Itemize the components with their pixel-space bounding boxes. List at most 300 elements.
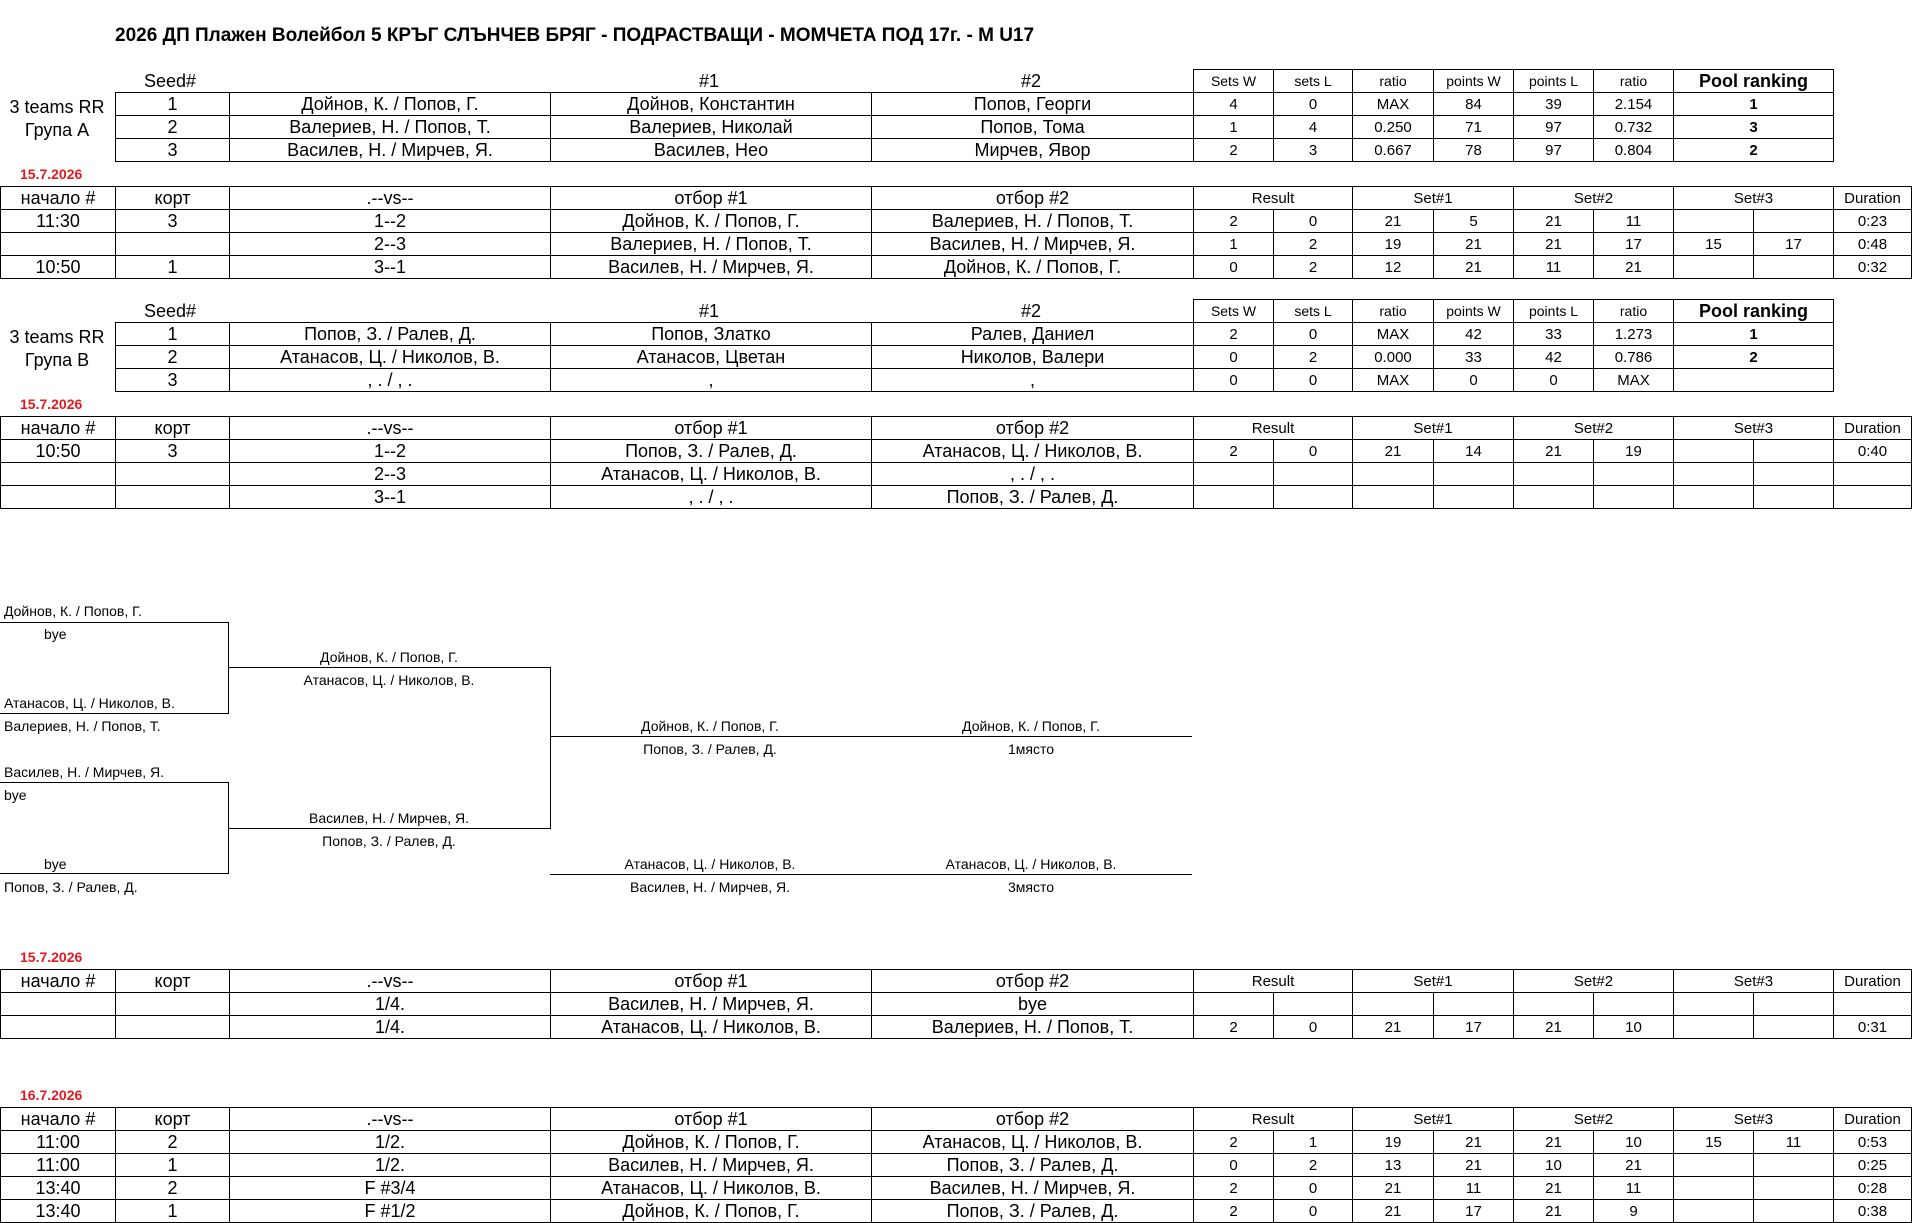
set1-score2: 21	[1433, 1130, 1514, 1154]
stat-header: Sets W	[1193, 69, 1274, 93]
sets-lost: 4	[1273, 115, 1353, 139]
set2-score2: 9	[1593, 1199, 1674, 1223]
team1-name: Попов, З. / Ралев, Д.	[550, 439, 872, 463]
sets-lost: 2	[1273, 345, 1353, 369]
set3-score1	[1673, 209, 1754, 233]
sets-ratio: MAX	[1352, 92, 1434, 116]
set2-score1: 21	[1513, 439, 1594, 463]
start-time: 11:00	[0, 1153, 116, 1177]
set2-score1: 21	[1513, 209, 1594, 233]
points-ratio: 0.786	[1593, 345, 1674, 369]
match-duration: 0:25	[1833, 1153, 1912, 1177]
set1-score2: 17	[1433, 1015, 1514, 1039]
bracket-line	[550, 874, 1192, 875]
set2-header: Set#2	[1513, 186, 1674, 210]
seed-number: 2	[115, 115, 230, 139]
set2-header: Set#2	[1513, 969, 1674, 993]
set2-score1: 21	[1513, 1015, 1594, 1039]
group-name-label: Група A	[24, 120, 90, 140]
bracket-bye: bye	[44, 856, 67, 872]
pool-rank: 2	[1673, 138, 1834, 162]
court-number: 2	[115, 1176, 230, 1200]
result-sets2	[1273, 485, 1353, 509]
seed-number: 3	[115, 138, 230, 162]
sets-won: 2	[1193, 138, 1274, 162]
set1-score1: 21	[1352, 1176, 1434, 1200]
stat-header: points L	[1513, 299, 1594, 323]
set2-score1: 21	[1513, 1199, 1594, 1223]
set3-score1	[1673, 1015, 1754, 1039]
points-lost: 97	[1513, 115, 1594, 139]
set2-score2: 10	[1593, 1015, 1674, 1039]
sets-lost: 0	[1273, 322, 1353, 346]
team2-name: Попов, З. / Ралев, Д.	[871, 1153, 1194, 1177]
set2-score1: 11	[1513, 255, 1594, 279]
bracket-team: Дойнов, К. / Попов, Г.	[320, 649, 458, 665]
set3-score1: 15	[1673, 232, 1754, 256]
start-time	[0, 1015, 116, 1039]
vs-header: .--vs--	[229, 1107, 551, 1131]
court-header: корт	[115, 416, 230, 440]
match-pairing: 2--3	[229, 232, 551, 256]
duration-header: Duration	[1833, 1107, 1912, 1131]
match-duration: 0:23	[1833, 209, 1912, 233]
set3-score2	[1753, 209, 1834, 233]
match-pairing: F #1/2	[229, 1199, 551, 1223]
points-ratio: MAX	[1593, 368, 1674, 392]
bracket-team: Попов, З. / Ралев, Д.	[4, 879, 138, 895]
pool-rank: 1	[1673, 322, 1834, 346]
team1-header: отбор #1	[550, 186, 872, 210]
set1-score1	[1352, 485, 1434, 509]
set3-score2	[1753, 1176, 1834, 1200]
bracket-bye: bye	[4, 787, 27, 803]
sets-won: 0	[1193, 368, 1274, 392]
points-lost: 97	[1513, 138, 1594, 162]
sets-ratio: 0.250	[1352, 115, 1434, 139]
team-name: Атанасов, Ц. / Николов, В.	[229, 345, 551, 369]
set3-score1	[1673, 1199, 1754, 1223]
court-number: 3	[115, 439, 230, 463]
set1-score2: 5	[1433, 209, 1514, 233]
page-title: 2026 ДП Плажен Волейбол 5 КРЪГ СЛЪНЧЕВ БРЯГ - ПОДРАСТВАЩИ - МОМЧЕТА ПОД 17г. - M U17	[115, 25, 1035, 46]
team1-name: , . / , .	[550, 485, 872, 509]
stat-header: ratio	[1352, 299, 1434, 323]
set2-score2	[1593, 462, 1674, 486]
start-header: начало #	[0, 416, 116, 440]
set3-header: Set#3	[1673, 969, 1834, 993]
set2-score1: 21	[1513, 1176, 1594, 1200]
set3-header: Set#3	[1673, 416, 1834, 440]
player2-name: ,	[871, 368, 1194, 392]
first-place-label: 1място	[1007, 741, 1055, 757]
sets-lost: 0	[1273, 368, 1353, 392]
team2-header: отбор #2	[871, 186, 1194, 210]
set2-header: Set#2	[1513, 1107, 1674, 1131]
player2-name: Попов, Тома	[871, 115, 1194, 139]
set1-score2: 21	[1433, 255, 1514, 279]
bracket-team: Дойнов, К. / Попов, Г.	[4, 603, 142, 619]
match-pairing: 1/4.	[229, 992, 551, 1016]
set1-score2	[1433, 462, 1514, 486]
match-duration: 0:40	[1833, 439, 1912, 463]
group-format-label: 3 teams RR	[9, 97, 105, 117]
team-name: Валериев, Н. / Попов, Т.	[229, 115, 551, 139]
stat-header: ratio	[1593, 69, 1674, 93]
bracket-line	[0, 873, 229, 874]
set1-score1: 21	[1352, 1199, 1434, 1223]
bracket-team: Атанасов, Ц. / Николов, В.	[303, 672, 475, 688]
player2-header: #2	[1020, 71, 1042, 91]
set3-score2	[1753, 439, 1834, 463]
set2-score2: 10	[1593, 1130, 1674, 1154]
stat-header: points W	[1433, 299, 1514, 323]
points-lost: 42	[1513, 345, 1594, 369]
set1-score2: 21	[1433, 1153, 1514, 1177]
stat-header: ratio	[1352, 69, 1434, 93]
set3-score2	[1753, 255, 1834, 279]
set1-score2: 17	[1433, 1199, 1514, 1223]
player1-name: ,	[550, 368, 872, 392]
player1-header: #1	[698, 71, 720, 91]
points-ratio: 1.273	[1593, 322, 1674, 346]
set2-score1	[1513, 992, 1594, 1016]
result-header: Result	[1193, 969, 1353, 993]
sets-won: 2	[1193, 322, 1274, 346]
team1-name: Атанасов, Ц. / Николов, В.	[550, 462, 872, 486]
sets-won: 1	[1193, 115, 1274, 139]
match-date: 16.7.2026	[20, 1087, 83, 1103]
team-name: , . / , .	[229, 368, 551, 392]
match-duration	[1833, 485, 1912, 509]
final-team: Дойнов, К. / Попов, Г.	[641, 718, 779, 734]
champion-team: Дойнов, К. / Попов, Г.	[962, 718, 1100, 734]
set1-score1: 13	[1352, 1153, 1434, 1177]
set1-header: Set#1	[1352, 186, 1514, 210]
seed-header: Seed#	[143, 301, 197, 321]
sets-ratio: 0.667	[1352, 138, 1434, 162]
match-duration: 0:53	[1833, 1130, 1912, 1154]
points-lost: 0	[1513, 368, 1594, 392]
pool-rank: 2	[1673, 345, 1834, 369]
pool-ranking-header: Pool ranking	[1673, 299, 1834, 323]
sets-ratio: MAX	[1352, 322, 1434, 346]
court-number	[115, 232, 230, 256]
seed-number: 3	[115, 368, 230, 392]
bracket-line	[0, 713, 229, 714]
team2-name: Попов, З. / Ралев, Д.	[871, 1199, 1194, 1223]
points-won: 0	[1433, 368, 1514, 392]
sets-won: 0	[1193, 345, 1274, 369]
result-sets1	[1193, 485, 1274, 509]
result-sets1: 2	[1193, 1199, 1274, 1223]
match-duration	[1833, 992, 1912, 1016]
player1-header: #1	[698, 301, 720, 321]
match-duration: 0:31	[1833, 1015, 1912, 1039]
result-sets2: 2	[1273, 1153, 1353, 1177]
player2-name: Николов, Валери	[871, 345, 1194, 369]
match-duration: 0:32	[1833, 255, 1912, 279]
team2-name: Атанасов, Ц. / Николов, В.	[871, 439, 1194, 463]
result-sets1: 0	[1193, 1153, 1274, 1177]
set3-score2	[1753, 462, 1834, 486]
team1-name: Дойнов, К. / Попов, Г.	[550, 209, 872, 233]
result-sets2	[1273, 992, 1353, 1016]
court-number: 1	[115, 1199, 230, 1223]
stat-header: Sets W	[1193, 299, 1274, 323]
vs-header: .--vs--	[229, 969, 551, 993]
team-name: Попов, З. / Ралев, Д.	[229, 322, 551, 346]
duration-header: Duration	[1833, 416, 1912, 440]
set2-score2: 21	[1593, 255, 1674, 279]
set1-header: Set#1	[1352, 1107, 1514, 1131]
match-date: 15.7.2026	[20, 396, 83, 412]
set3-score1	[1673, 485, 1754, 509]
team-name: Василев, Н. / Мирчев, Я.	[229, 138, 551, 162]
stat-header: sets L	[1273, 69, 1353, 93]
set3-header: Set#3	[1673, 186, 1834, 210]
points-won: 78	[1433, 138, 1514, 162]
sets-ratio: 0.000	[1352, 345, 1434, 369]
team2-header: отбор #2	[871, 969, 1194, 993]
seed-number: 2	[115, 345, 230, 369]
points-ratio: 2.154	[1593, 92, 1674, 116]
set1-score2: 14	[1433, 439, 1514, 463]
set2-header: Set#2	[1513, 416, 1674, 440]
result-sets2: 2	[1273, 255, 1353, 279]
pool-rank: 1	[1673, 92, 1834, 116]
set3-score1	[1673, 462, 1754, 486]
set3-score1	[1673, 439, 1754, 463]
court-header: корт	[115, 186, 230, 210]
bracket-line	[228, 622, 229, 714]
result-sets1: 1	[1193, 232, 1274, 256]
match-pairing: 1--2	[229, 209, 551, 233]
match-duration	[1833, 462, 1912, 486]
set3-score1: 15	[1673, 1130, 1754, 1154]
match-duration: 0:38	[1833, 1199, 1912, 1223]
result-sets2: 0	[1273, 439, 1353, 463]
team2-name: Валериев, Н. / Попов, Т.	[871, 209, 1194, 233]
team2-name: Дойнов, К. / Попов, Г.	[871, 255, 1194, 279]
set1-score1	[1352, 992, 1434, 1016]
set1-score1: 21	[1352, 209, 1434, 233]
team1-name: Василев, Н. / Мирчев, Я.	[550, 1153, 872, 1177]
match-pairing: 1/2.	[229, 1153, 551, 1177]
seed-number: 1	[115, 322, 230, 346]
set2-score2	[1593, 992, 1674, 1016]
team1-header: отбор #1	[550, 416, 872, 440]
set1-score1: 12	[1352, 255, 1434, 279]
court-number	[115, 485, 230, 509]
seed-number: 1	[115, 92, 230, 116]
team1-header: отбор #1	[550, 969, 872, 993]
result-sets2: 0	[1273, 1015, 1353, 1039]
result-sets1: 2	[1193, 209, 1274, 233]
player1-name: Попов, Златко	[550, 322, 872, 346]
third-place-team: Атанасов, Ц. / Николов, В.	[624, 856, 796, 872]
player1-name: Василев, Нео	[550, 138, 872, 162]
court-number: 3	[115, 209, 230, 233]
player2-name: Мирчев, Явор	[871, 138, 1194, 162]
set1-score2	[1433, 992, 1514, 1016]
points-won: 33	[1433, 345, 1514, 369]
set1-score1: 19	[1352, 1130, 1434, 1154]
bracket-team: Валериев, Н. / Попов, Т.	[4, 718, 161, 734]
match-pairing: 1/2.	[229, 1130, 551, 1154]
third-place-label: 3място	[1007, 879, 1055, 895]
team1-name: Василев, Н. / Мирчев, Я.	[550, 992, 872, 1016]
start-time	[0, 462, 116, 486]
set2-score1	[1513, 485, 1594, 509]
start-time: 11:00	[0, 1130, 116, 1154]
result-sets1: 2	[1193, 439, 1274, 463]
match-duration: 0:48	[1833, 232, 1912, 256]
result-sets2: 1	[1273, 1130, 1353, 1154]
bracket-line	[229, 667, 551, 668]
match-duration: 0:28	[1833, 1176, 1912, 1200]
set1-score1: 21	[1352, 1015, 1434, 1039]
team2-name: , . / , .	[871, 462, 1194, 486]
set3-score2	[1753, 1015, 1834, 1039]
stat-header: points W	[1433, 69, 1514, 93]
result-sets1: 2	[1193, 1130, 1274, 1154]
third-place-winner: Атанасов, Ц. / Николов, В.	[945, 856, 1117, 872]
set2-score1: 10	[1513, 1153, 1594, 1177]
result-sets2: 0	[1273, 1199, 1353, 1223]
group-name-label: Група B	[24, 350, 90, 370]
start-header: начало #	[0, 186, 116, 210]
team1-name: Дойнов, К. / Попов, Г.	[550, 1130, 872, 1154]
team2-name: Попов, З. / Ралев, Д.	[871, 485, 1194, 509]
result-header: Result	[1193, 1107, 1353, 1131]
player2-header: #2	[1020, 301, 1042, 321]
set1-score2: 11	[1433, 1176, 1514, 1200]
set2-score1: 21	[1513, 1130, 1594, 1154]
set3-score2	[1753, 1199, 1834, 1223]
match-date: 15.7.2026	[20, 949, 83, 965]
set2-score2: 11	[1593, 1176, 1674, 1200]
match-pairing: 3--1	[229, 485, 551, 509]
set3-score1	[1673, 992, 1754, 1016]
stat-header: ratio	[1593, 299, 1674, 323]
points-won: 84	[1433, 92, 1514, 116]
set1-header: Set#1	[1352, 416, 1514, 440]
court-header: корт	[115, 1107, 230, 1131]
team2-name: Василев, Н. / Мирчев, Я.	[871, 1176, 1194, 1200]
points-ratio: 0.804	[1593, 138, 1674, 162]
team1-name: Атанасов, Ц. / Николов, В.	[550, 1176, 872, 1200]
court-number	[115, 992, 230, 1016]
duration-header: Duration	[1833, 969, 1912, 993]
court-number: 1	[115, 255, 230, 279]
set2-score2	[1593, 485, 1674, 509]
set3-header: Set#3	[1673, 1107, 1834, 1131]
result-sets1	[1193, 992, 1274, 1016]
team2-header: отбор #2	[871, 1107, 1194, 1131]
points-lost: 33	[1513, 322, 1594, 346]
set3-score2	[1753, 992, 1834, 1016]
start-time	[0, 992, 116, 1016]
result-header: Result	[1193, 186, 1353, 210]
set1-score2: 21	[1433, 232, 1514, 256]
bracket-team: Василев, Н. / Мирчев, Я.	[308, 810, 470, 826]
player1-name: Валериев, Николай	[550, 115, 872, 139]
bracket-line	[550, 736, 1192, 737]
result-sets2	[1273, 462, 1353, 486]
pool-rank	[1673, 368, 1834, 392]
player2-name: Попов, Георги	[871, 92, 1194, 116]
sets-lost: 3	[1273, 138, 1353, 162]
result-sets2: 0	[1273, 1176, 1353, 1200]
sets-won: 4	[1193, 92, 1274, 116]
team-name: Дойнов, К. / Попов, Г.	[229, 92, 551, 116]
bracket-team: Атанасов, Ц. / Николов, В.	[4, 695, 175, 711]
set3-score1	[1673, 1153, 1754, 1177]
third-place-team: Василев, Н. / Мирчев, Я.	[629, 879, 791, 895]
start-time: 10:50	[0, 439, 116, 463]
team2-header: отбор #2	[871, 416, 1194, 440]
court-number	[115, 462, 230, 486]
set1-score1	[1352, 462, 1434, 486]
set2-score2: 21	[1593, 1153, 1674, 1177]
result-sets1	[1193, 462, 1274, 486]
result-sets1: 2	[1193, 1015, 1274, 1039]
match-pairing: 1--2	[229, 439, 551, 463]
start-time: 13:40	[0, 1199, 116, 1223]
set2-score1: 21	[1513, 232, 1594, 256]
bracket-team: Василев, Н. / Мирчев, Я.	[4, 764, 165, 780]
bracket-line	[0, 782, 229, 783]
points-won: 71	[1433, 115, 1514, 139]
team1-name: Дойнов, К. / Попов, Г.	[550, 1199, 872, 1223]
set1-score1: 21	[1352, 439, 1434, 463]
points-ratio: 0.732	[1593, 115, 1674, 139]
sets-ratio: MAX	[1352, 368, 1434, 392]
start-time: 10:50	[0, 255, 116, 279]
court-number: 1	[115, 1153, 230, 1177]
match-pairing: 1/4.	[229, 1015, 551, 1039]
match-pairing: 3--1	[229, 255, 551, 279]
court-number	[115, 1015, 230, 1039]
player1-name: Атанасов, Цветан	[550, 345, 872, 369]
start-header: начало #	[0, 969, 116, 993]
team2-name: Валериев, Н. / Попов, Т.	[871, 1015, 1194, 1039]
match-pairing: F #3/4	[229, 1176, 551, 1200]
set2-score2: 17	[1593, 232, 1674, 256]
result-sets1: 0	[1193, 255, 1274, 279]
team1-header: отбор #1	[550, 1107, 872, 1131]
points-won: 42	[1433, 322, 1514, 346]
start-time	[0, 232, 116, 256]
match-date: 15.7.2026	[20, 166, 83, 182]
seed-header: Seed#	[143, 71, 197, 91]
set3-score1	[1673, 1176, 1754, 1200]
bracket-line	[550, 667, 551, 828]
court-header: корт	[115, 969, 230, 993]
vs-header: .--vs--	[229, 186, 551, 210]
stat-header: sets L	[1273, 299, 1353, 323]
team1-name: Атанасов, Ц. / Николов, В.	[550, 1015, 872, 1039]
bracket-line	[229, 828, 551, 829]
sets-lost: 0	[1273, 92, 1353, 116]
court-number: 2	[115, 1130, 230, 1154]
vs-header: .--vs--	[229, 416, 551, 440]
team1-name: Валериев, Н. / Попов, Т.	[550, 232, 872, 256]
team2-name: Василев, Н. / Мирчев, Я.	[871, 232, 1194, 256]
set3-score2	[1753, 1153, 1834, 1177]
start-time: 13:40	[0, 1176, 116, 1200]
